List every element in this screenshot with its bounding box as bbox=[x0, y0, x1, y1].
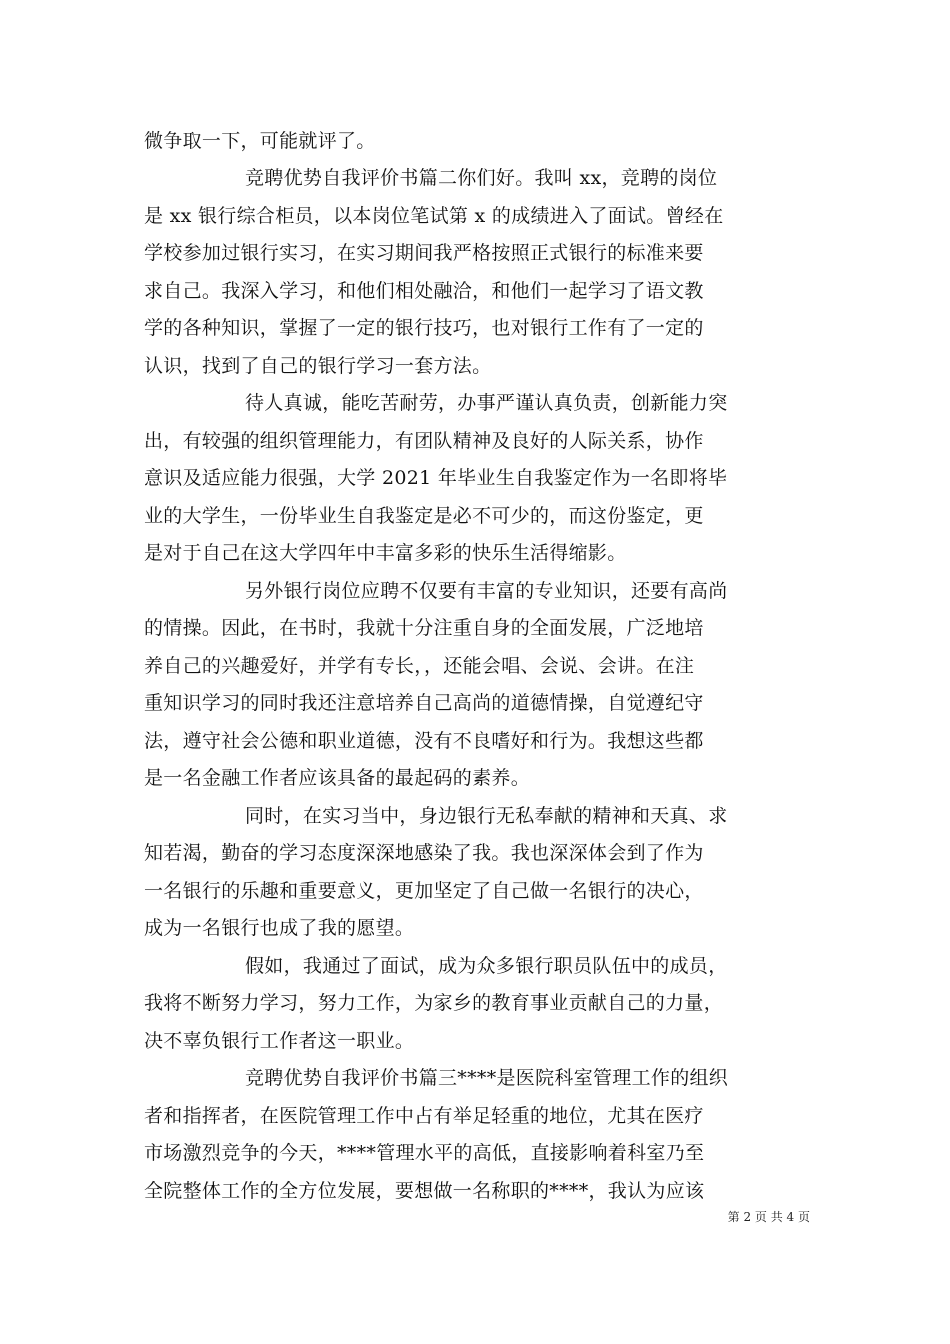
text-line: 养自己的兴趣爱好，并学有专长，，还能会唱、会说、会讲。在注 bbox=[144, 655, 695, 677]
text-line: 出，有较强的组织管理能力，有团队精神及良好的人际关系，协作 bbox=[144, 430, 704, 452]
text-line: 意识及适应能力很强，大学 2021 年毕业生自我鉴定作为一名即将毕 bbox=[144, 467, 728, 489]
text-line: 成为一名银行也成了我的愿望。 bbox=[144, 917, 415, 939]
text-line: 同时，在实习当中，身边银行无私奉献的精神和天真、求 bbox=[245, 805, 728, 827]
page-number: 第 2 页 共 4 页 bbox=[727, 1210, 810, 1224]
text-line: 竞聘优势自我评价书篇三****是医院科室管理工作的组织 bbox=[245, 1067, 729, 1089]
text-line: 是对于自己在这大学四年中丰富多彩的快乐生活得缩影。 bbox=[144, 542, 627, 564]
text-line: 认识，找到了自己的银行学习一套方法。 bbox=[144, 355, 492, 377]
text-line: 学的各种知识，掌握了一定的银行技巧，也对银行工作有了一定的 bbox=[144, 317, 704, 339]
text-line: 求自己。我深入学习，和他们相处融洽，和他们一起学习了语文教 bbox=[144, 280, 704, 302]
text-line: 是 xx 银行综合柜员，以本岗位笔试第 x 的成绩进入了面试。曾经在 bbox=[144, 205, 724, 227]
text-line: 重知识学习的同时我还注意培养自己高尚的道德情操，自觉遵纪守 bbox=[144, 692, 704, 714]
text-line: 的情操。因此，在书时，我就十分注重自身的全面发展，广泛地培 bbox=[144, 617, 704, 639]
text-line: 另外银行岗位应聘不仅要有丰富的专业知识，还要有高尚 bbox=[245, 580, 728, 602]
text-line: 全院整体工作的全方位发展，要想做一名称职的****，我认为应该 bbox=[144, 1180, 705, 1202]
text-line: 知若渴，勤奋的学习态度深深地感染了我。我也深深体会到了作为 bbox=[144, 842, 704, 864]
text-line: 竞聘优势自我评价书篇二你们好。我叫 xx，竞聘的岗位 bbox=[245, 167, 718, 189]
text-line: 学校参加过银行实习，在实习期间我严格按照正式银行的标准来要 bbox=[144, 242, 704, 264]
text-line: 业的大学生，一份毕业生自我鉴定是必不可少的，而这份鉴定，更 bbox=[144, 505, 704, 527]
text-line: 法，遵守社会公德和职业道德，没有不良嗜好和行为。我想这些都 bbox=[144, 730, 704, 752]
text-line: 市场激烈竞争的今天，****管理水平的高低，直接影响着科室乃至 bbox=[144, 1142, 705, 1164]
text-line: 决不辜负银行工作者这一职业。 bbox=[144, 1030, 415, 1052]
text-line: 待人真诚，能吃苦耐劳，办事严谨认真负责，创新能力突 bbox=[245, 392, 728, 414]
text-line: 假如，我通过了面试，成为众多银行职员队伍中的成员， bbox=[245, 955, 728, 977]
text-line: 我将不断努力学习，努力工作，为家乡的教育事业贡献自己的力量， bbox=[144, 992, 724, 1014]
text-line: 是一名金融工作者应该具备的最起码的素养。 bbox=[144, 767, 531, 789]
text-line: 微争取一下，可能就评了。 bbox=[144, 130, 376, 152]
text-line: 一名银行的乐趣和重要意义，更加坚定了自己做一名银行的决心， bbox=[144, 880, 704, 902]
text-line: 者和指挥者，在医院管理工作中占有举足轻重的地位，尤其在医疗 bbox=[144, 1105, 704, 1127]
